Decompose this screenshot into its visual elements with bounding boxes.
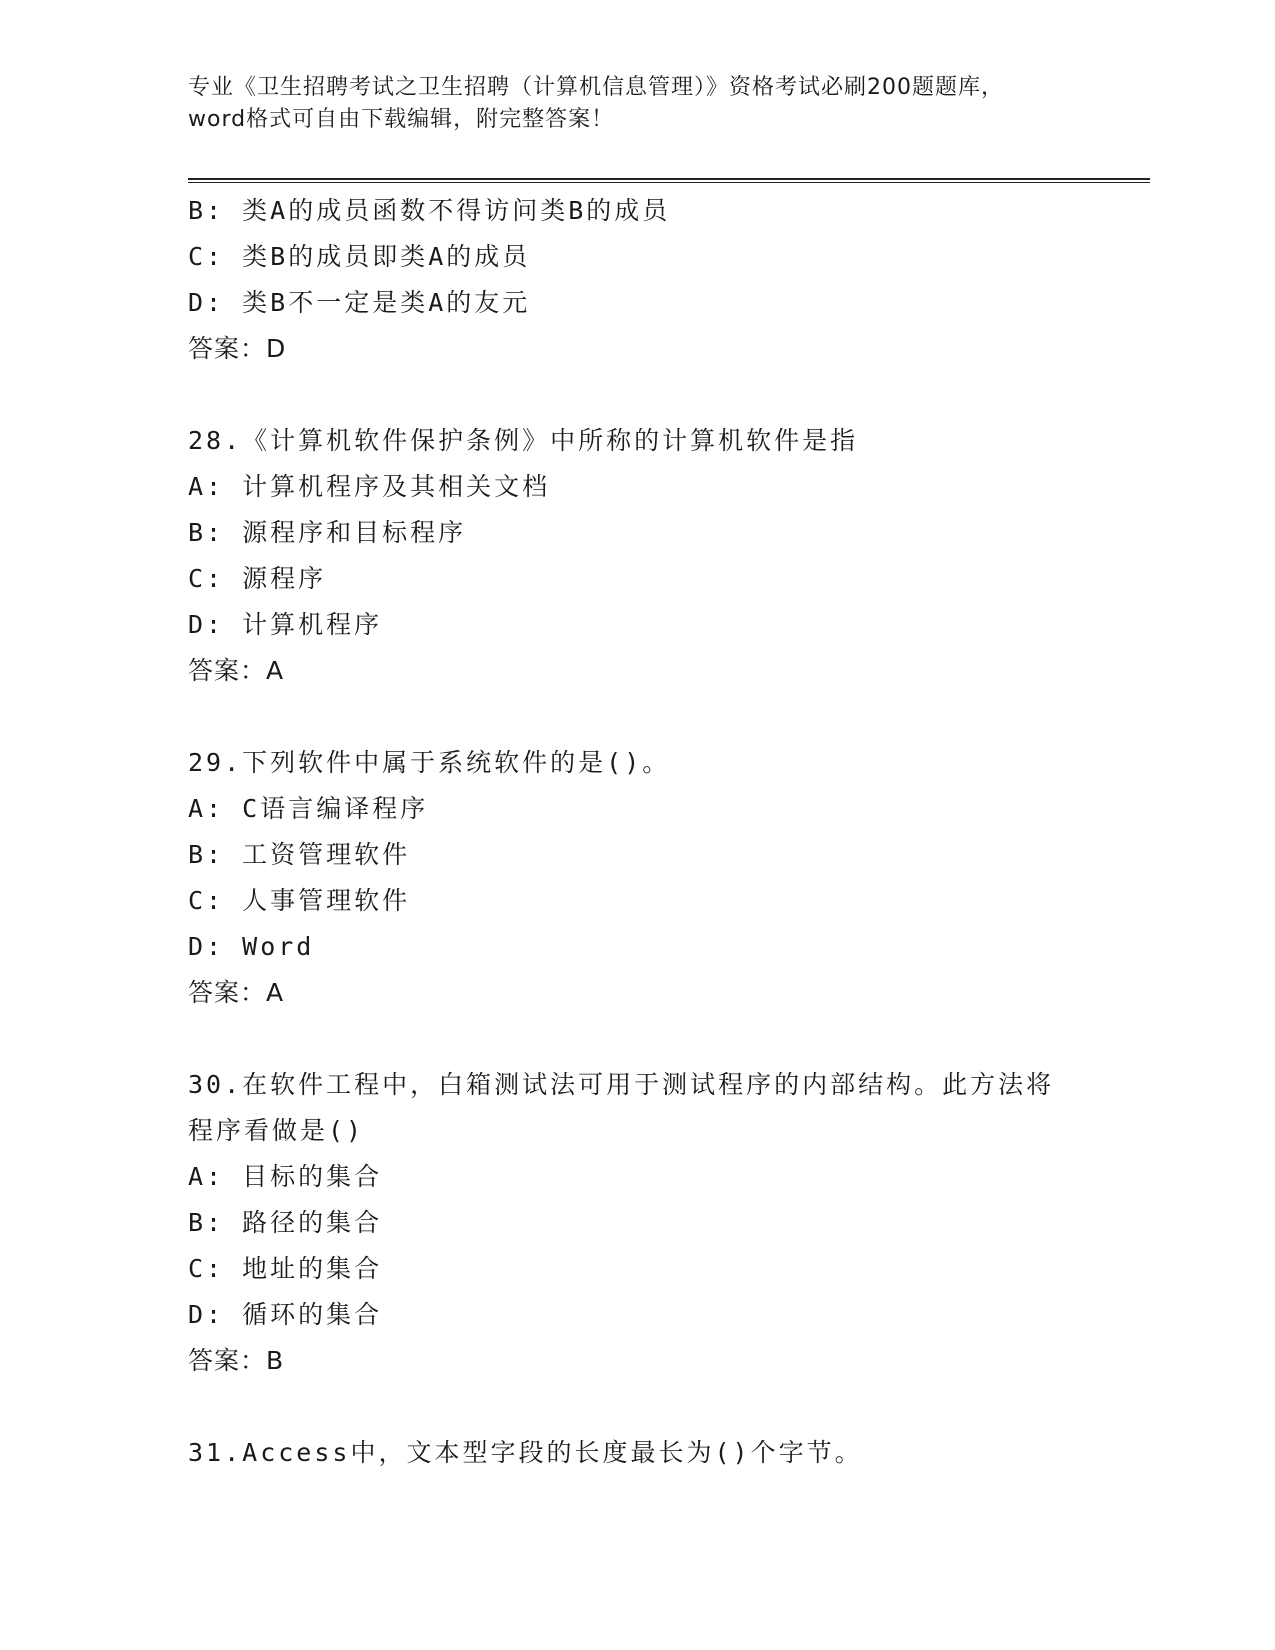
option-c: C: 源程序 xyxy=(188,564,327,593)
option-a: A: 目标的集合 xyxy=(188,1162,383,1191)
option-c: C: 人事管理软件 xyxy=(188,886,411,915)
question-29-text: 29.下列软件中属于系统软件的是()。 xyxy=(188,748,671,777)
option-b: B: 源程序和目标程序 xyxy=(188,518,467,547)
question-27-continued xyxy=(188,188,1088,372)
header-title-line-2: word格式可自由下载编辑，附完整答案！ xyxy=(188,107,615,132)
answer-27: 答案：D xyxy=(188,334,287,363)
option-c: C: 类B的成员即类A的成员 xyxy=(188,242,531,271)
option-d: D: Word xyxy=(188,932,315,961)
option-b: B: 路径的集合 xyxy=(188,1208,383,1237)
option-a: A: C语言编译程序 xyxy=(188,794,429,823)
question-31-text: 31.Access中，文本型字段的长度最长为()个字节。 xyxy=(188,1438,863,1467)
header-title-line-1: 专业《卫生招聘考试之卫生招聘（计算机信息管理）》资格考试必刷200题题库， xyxy=(188,75,1004,100)
header-divider xyxy=(188,178,1150,183)
question-30-text-line-2: 程序看做是() xyxy=(188,1116,365,1145)
option-b: B: 工资管理软件 xyxy=(188,840,411,869)
question-28-text: 28.《计算机软件保护条例》中所称的计算机软件是指 xyxy=(188,426,859,455)
option-b: B: 类A的成员函数不得访问类B的成员 xyxy=(188,196,671,225)
question-29 xyxy=(188,740,1088,1016)
option-d: D: 类B不一定是类A的友元 xyxy=(188,288,531,317)
option-d: D: 循环的集合 xyxy=(188,1300,383,1329)
option-c: C: 地址的集合 xyxy=(188,1254,383,1283)
question-content xyxy=(188,188,1088,1476)
question-31 xyxy=(188,1430,1088,1476)
document-header xyxy=(188,72,1088,136)
question-30-text-line-1: 30.在软件工程中，白箱测试法可用于测试程序的内部结构。此方法将 xyxy=(188,1070,1055,1099)
answer-29: 答案：A xyxy=(188,978,285,1007)
answer-30: 答案：B xyxy=(188,1346,285,1375)
option-a: A: 计算机程序及其相关文档 xyxy=(188,472,551,501)
question-28 xyxy=(188,418,1088,694)
option-d: D: 计算机程序 xyxy=(188,610,383,639)
answer-28: 答案：A xyxy=(188,656,285,685)
question-30 xyxy=(188,1062,1088,1384)
